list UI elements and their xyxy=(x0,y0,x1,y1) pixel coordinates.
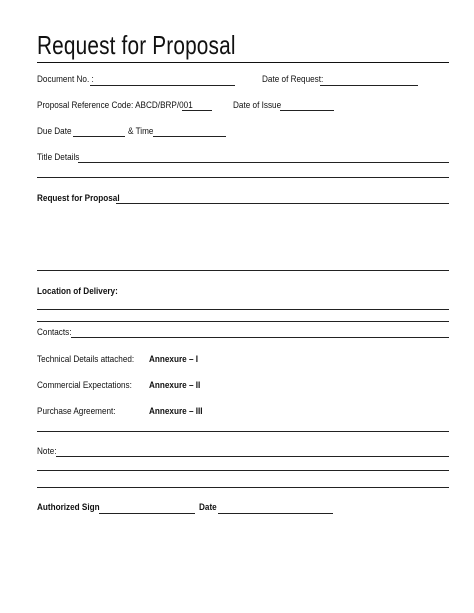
location-of-delivery-label: Location of Delivery: xyxy=(37,286,118,297)
date-of-issue-label: Date of Issue xyxy=(233,100,282,111)
contacts-label: Contacts: xyxy=(37,327,72,338)
due-date-field[interactable] xyxy=(73,136,125,137)
document-no-label: Document No. : xyxy=(37,74,94,85)
purchase-agreement-annexure: Annexure – III xyxy=(149,406,203,417)
commercial-expectations-label: Commercial Expectations: xyxy=(37,380,132,391)
note-line-3[interactable] xyxy=(37,487,449,488)
title-details-label: Title Details xyxy=(37,152,80,163)
attachments-divider xyxy=(37,431,449,432)
title-underline xyxy=(37,62,449,63)
title-details-field[interactable] xyxy=(78,162,449,163)
request-for-proposal-field[interactable] xyxy=(116,203,449,204)
date-label: Date xyxy=(199,502,217,513)
technical-details-annexure: Annexure – I xyxy=(149,354,199,365)
note-field[interactable] xyxy=(56,456,449,457)
note-label: Note: xyxy=(37,446,57,457)
request-for-proposal-heading: Request for Proposal xyxy=(37,193,120,204)
date-of-issue-field[interactable] xyxy=(280,110,334,111)
time-label: & Time xyxy=(128,126,154,137)
technical-details-label: Technical Details attached: xyxy=(37,354,135,365)
time-field[interactable] xyxy=(153,136,226,137)
purchase-agreement-label: Purchase Agreement: xyxy=(37,406,116,417)
page-title: Request for Proposal xyxy=(37,30,236,60)
date-of-request-label: Date of Request: xyxy=(262,74,324,85)
authorized-sign-label: Authorized Sign xyxy=(37,502,100,513)
authorized-sign-field[interactable] xyxy=(99,513,195,514)
location-of-delivery-line[interactable] xyxy=(37,309,449,310)
document-no-field[interactable] xyxy=(90,85,235,86)
note-line-2[interactable] xyxy=(37,470,449,471)
commercial-expectations-annexure: Annexure – II xyxy=(149,380,201,391)
section-divider xyxy=(37,321,449,322)
title-details-line-2[interactable] xyxy=(37,177,449,178)
proposal-reference-label: Proposal Reference Code: ABCD/BRP/001 xyxy=(37,100,193,111)
date-of-request-field[interactable] xyxy=(320,85,418,86)
request-for-proposal-bottom-line[interactable] xyxy=(37,270,449,271)
sign-date-field[interactable] xyxy=(218,513,333,514)
due-date-label: Due Date xyxy=(37,126,72,137)
contacts-field[interactable] xyxy=(71,337,449,338)
proposal-reference-field[interactable] xyxy=(182,110,212,111)
